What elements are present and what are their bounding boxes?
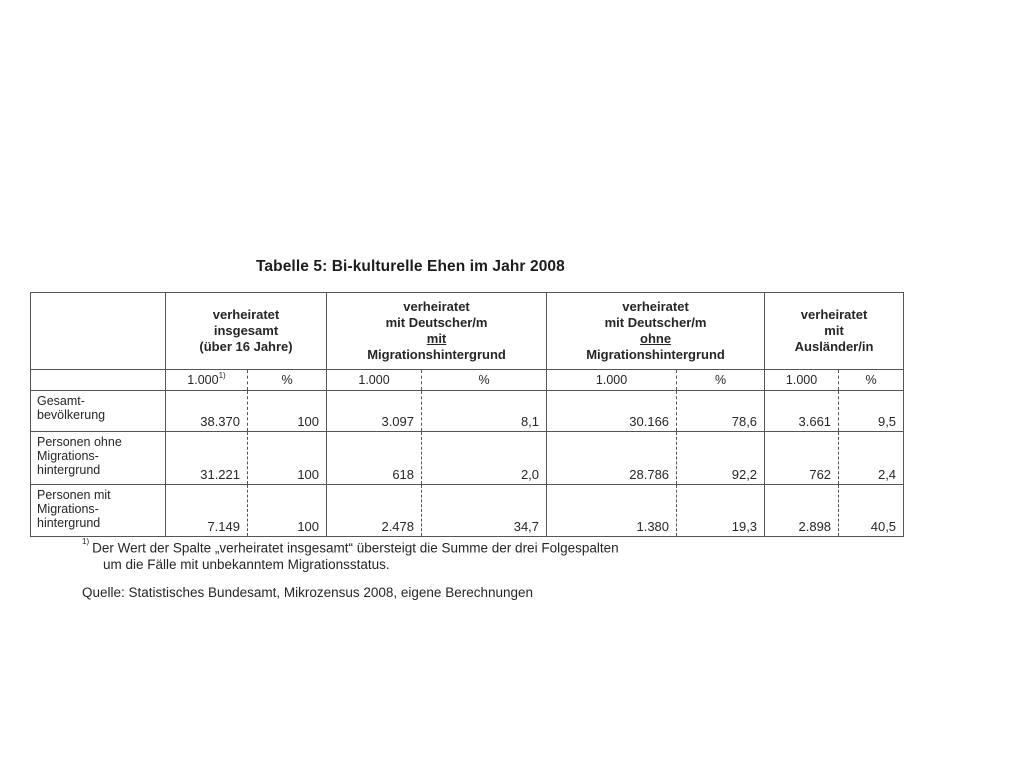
table-cell: 7.149 — [166, 485, 248, 537]
table-cell: 100 — [248, 485, 327, 537]
underlined-word: ohne — [640, 331, 672, 346]
unit-corner-cell — [31, 370, 166, 391]
group-header-line: Migrationshintergrund — [586, 347, 725, 362]
row-label-line: Gesamt- — [37, 394, 85, 408]
unit-header-cell: % — [422, 370, 547, 391]
footnote-mark: 1) — [218, 371, 226, 380]
table-cell: 38.370 — [166, 391, 248, 432]
group-header-line: (über 16 Jahre) — [199, 339, 293, 354]
group-header-row — [31, 293, 904, 370]
table-cell: 3.661 — [765, 391, 839, 432]
row-label-line: bevölkerung — [37, 408, 106, 422]
unit-header-cell: % — [248, 370, 327, 391]
group-header-total — [166, 293, 327, 370]
table-cell: 100 — [248, 432, 327, 485]
table-cell: 19,3 — [677, 485, 765, 537]
underlined-word: mit — [426, 331, 447, 346]
footnote — [82, 537, 619, 573]
row-label-line: hintergrund — [37, 516, 101, 530]
unit-header-cell: 1.000 — [547, 370, 677, 391]
group-header-line: insgesamt — [213, 323, 279, 338]
row-label-line: hintergrund — [37, 463, 101, 477]
unit-header-cell — [166, 370, 248, 391]
table-cell: 8,1 — [422, 391, 547, 432]
group-header-german-with-migration — [327, 293, 547, 370]
data-table — [30, 292, 904, 537]
group-header-line: Ausländer/in — [794, 339, 874, 354]
footnote-mark: 1) — [82, 537, 90, 546]
row-label-line: Migrations- — [37, 502, 99, 516]
table-cell: 2,0 — [422, 432, 547, 485]
table-cell: 2.898 — [765, 485, 839, 537]
table-row — [31, 391, 904, 432]
row-label — [31, 485, 166, 537]
row-label-line: Personen mit — [37, 488, 111, 502]
group-header-line — [547, 315, 764, 347]
corner-cell — [31, 293, 166, 370]
unit-header-row — [31, 370, 904, 391]
row-label — [31, 391, 166, 432]
table-cell: 31.221 — [166, 432, 248, 485]
unit-header-label: 1.000 — [187, 373, 219, 387]
table-cell: 100 — [248, 391, 327, 432]
group-header-foreigner — [765, 293, 904, 370]
unit-header-cell: 1.000 — [765, 370, 839, 391]
group-header-german-without-migration — [547, 293, 765, 370]
footnote-line: um die Fälle mit unbekanntem Migrationsstatus. — [103, 556, 390, 572]
group-header-line: verheiratet — [212, 307, 280, 322]
row-label — [31, 432, 166, 485]
footnote-line: Der Wert der Spalte „verheiratet insgesamt“ übersteigt die Summe der drei Folgespalten — [92, 540, 619, 556]
table-cell: 3.097 — [327, 391, 422, 432]
group-header-line — [327, 315, 546, 347]
table-cell: 34,7 — [422, 485, 547, 537]
group-header-text: mit Deutscher/m — [385, 315, 488, 330]
row-label-line: Migrations- — [37, 449, 99, 463]
row-label-line: Personen ohne — [37, 435, 122, 449]
group-header-line: mit — [824, 323, 844, 338]
table-cell: 9,5 — [839, 391, 904, 432]
table-cell: 618 — [327, 432, 422, 485]
table-title: Tabelle 5: Bi-kulturelle Ehen im Jahr 2008 — [256, 258, 565, 275]
group-header-line: verheiratet — [622, 299, 689, 314]
table-cell: 1.380 — [547, 485, 677, 537]
table-cell: 762 — [765, 432, 839, 485]
unit-header-cell: % — [839, 370, 904, 391]
source-note: Quelle: Statistisches Bundesamt, Mikrozensus 2008, eigene Berechnungen — [82, 585, 534, 600]
group-header-line: verheiratet — [403, 299, 470, 314]
table-cell: 30.166 — [547, 391, 677, 432]
table-cell: 2.478 — [327, 485, 422, 537]
table-cell: 2,4 — [839, 432, 904, 485]
table-cell: 92,2 — [677, 432, 765, 485]
table-cell: 28.786 — [547, 432, 677, 485]
table-row — [31, 485, 904, 537]
table-cell: 40,5 — [839, 485, 904, 537]
unit-header-cell: % — [677, 370, 765, 391]
group-header-line: Migrationshintergrund — [367, 347, 506, 362]
unit-header-cell: 1.000 — [327, 370, 422, 391]
table-row — [31, 432, 904, 485]
group-header-text: mit Deutscher/m — [604, 315, 707, 330]
group-header-line: verheiratet — [800, 307, 868, 322]
table-cell: 78,6 — [677, 391, 765, 432]
